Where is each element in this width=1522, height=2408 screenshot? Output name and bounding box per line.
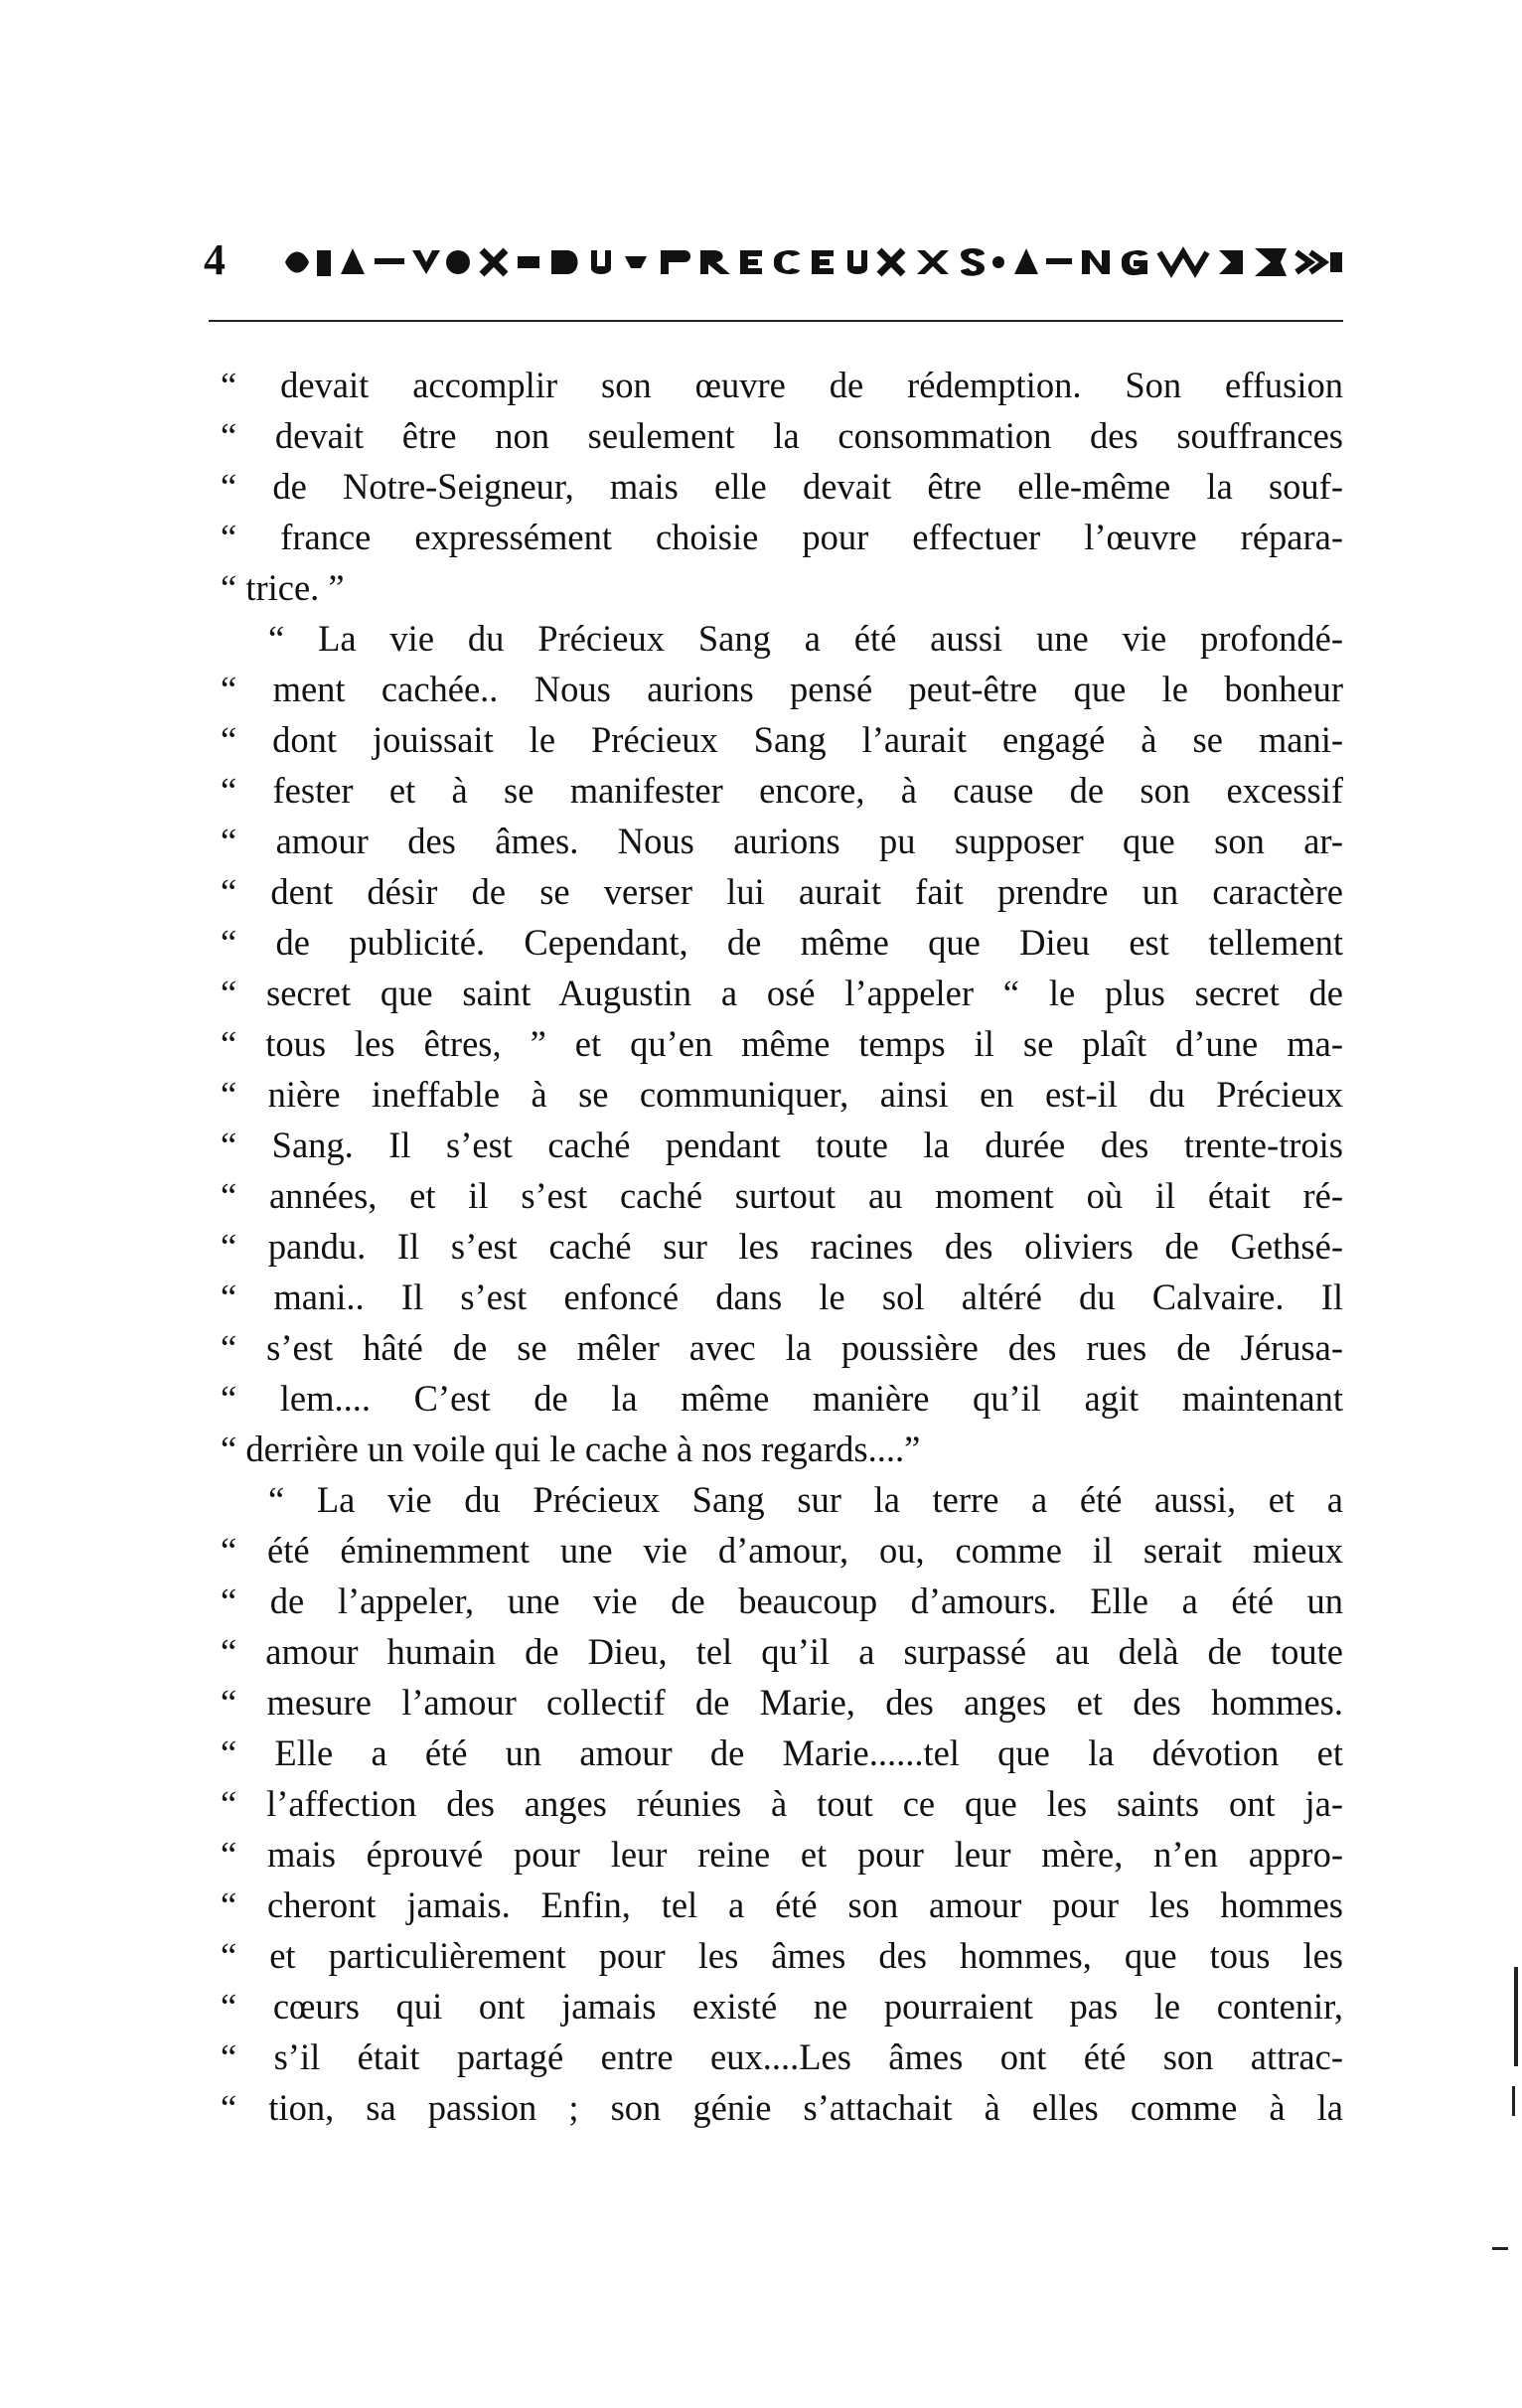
text-line: “ mani.. Il s’est enfoncé dans le sol altéré du Calvaire. Il [221, 1277, 1343, 1317]
text-line: “ tous les êtres, ” et qu’en même temps il se plaît d’une ma- [221, 1023, 1343, 1064]
text-line: “ cœurs qui ont jamais existé ne pourraient pas le contenir, [221, 1986, 1343, 2027]
text-line: “ devait accomplir son œuvre de rédemption. Son effusion [221, 365, 1343, 405]
text-line: “ ment cachée.. Nous aurions pensé peut-être que le bonheur [221, 669, 1343, 709]
text-line: “ amour humain de Dieu, tel qu’il a surpassé au delà de toute [221, 1631, 1343, 1672]
text-line: “ secret que saint Augustin a osé l’appeler “ le plus secret de [221, 973, 1343, 1013]
text-line: “ lem.... C’est de la même manière qu’il agit maintenant [221, 1378, 1343, 1419]
text-line: “ nière ineffable à se communiquer, ainsi en est-il du Précieux [221, 1074, 1343, 1115]
text-line: “ devait être non seulement la consommation des souffrances [221, 415, 1343, 456]
text-line: “ été éminemment une vie d’amour, ou, comme il serait mieux [221, 1530, 1343, 1571]
page-header [204, 236, 1346, 306]
text-line: “ dent désir de se verser lui aurait fait prendre un caractère [221, 871, 1343, 912]
text-line: “ mais éprouvé pour leur reine et pour leur mère, n’en appro- [221, 1834, 1343, 1875]
text-line: “ de Notre-Seigneur, mais elle devait être elle-même la souf- [221, 466, 1343, 507]
text-line: “ pandu. Il s’est caché sur les racines des oliviers de Gethsé- [221, 1226, 1343, 1267]
text-line: “ tion, sa passion ; son génie s’attachait à elles comme à la [221, 2087, 1343, 2128]
text-line: “ amour des âmes. Nous aurions pu supposer que son ar- [221, 821, 1343, 861]
text-line: “ de l’appeler, une vie de beaucoup d’amours. Elle a été un [221, 1580, 1343, 1621]
text-line: “ mesure l’amour collectif de Marie, des anges et des hommes. [221, 1682, 1343, 1723]
text-line: “ La vie du Précieux Sang a été aussi une vie profondé- [268, 618, 1343, 659]
body-text [221, 360, 1343, 2133]
text-line: “ dont jouissait le Précieux Sang l’aurait engagé à se mani- [221, 719, 1343, 760]
text-line: “ La vie du Précieux Sang sur la terre a été aussi, et a [268, 1479, 1343, 1520]
text-line: “ de publicité. Cependant, de même que Dieu est tellement [221, 922, 1343, 963]
text-line: “ s’est hâté de se mêler avec la poussière des rues de Jérusa- [221, 1327, 1343, 1368]
text-line: “ l’affection des anges réunies à tout ce que les saints ont ja- [221, 1783, 1343, 1824]
scan-edge-mark [1514, 1967, 1518, 2066]
text-line: “ cheront jamais. Enfin, tel a été son amour pour les hommes [221, 1884, 1343, 1925]
text-line: “ france expressément choisie pour effectuer l’œuvre répara- [221, 517, 1343, 557]
scan-edge-mark [1492, 2247, 1508, 2250]
text-line: “ années, et il s’est caché surtout au moment où il était ré- [221, 1175, 1343, 1216]
text-line: “ Elle a été un amour de Marie......tel que la dévotion et [221, 1732, 1343, 1773]
text-line: “ Sang. Il s’est caché pendant toute la durée des trente-trois [221, 1125, 1343, 1165]
text-line: “ s’il était partagé entre eux....Les âmes ont été son attrac- [221, 2036, 1343, 2077]
text-line: “ derrière un voile qui le cache à nos regards....” [221, 1429, 921, 1469]
ornamental-running-title [277, 242, 1344, 282]
page-number: 4 [204, 235, 226, 284]
text-line: “ trice. ” [221, 567, 345, 608]
scan-edge-mark [1512, 2086, 1515, 2116]
header-rule [209, 320, 1343, 322]
text-line: “ fester et à se manifester encore, à cause de son excessif [221, 770, 1343, 811]
text-line: “ et particulièrement pour les âmes des hommes, que tous les [221, 1935, 1343, 1976]
